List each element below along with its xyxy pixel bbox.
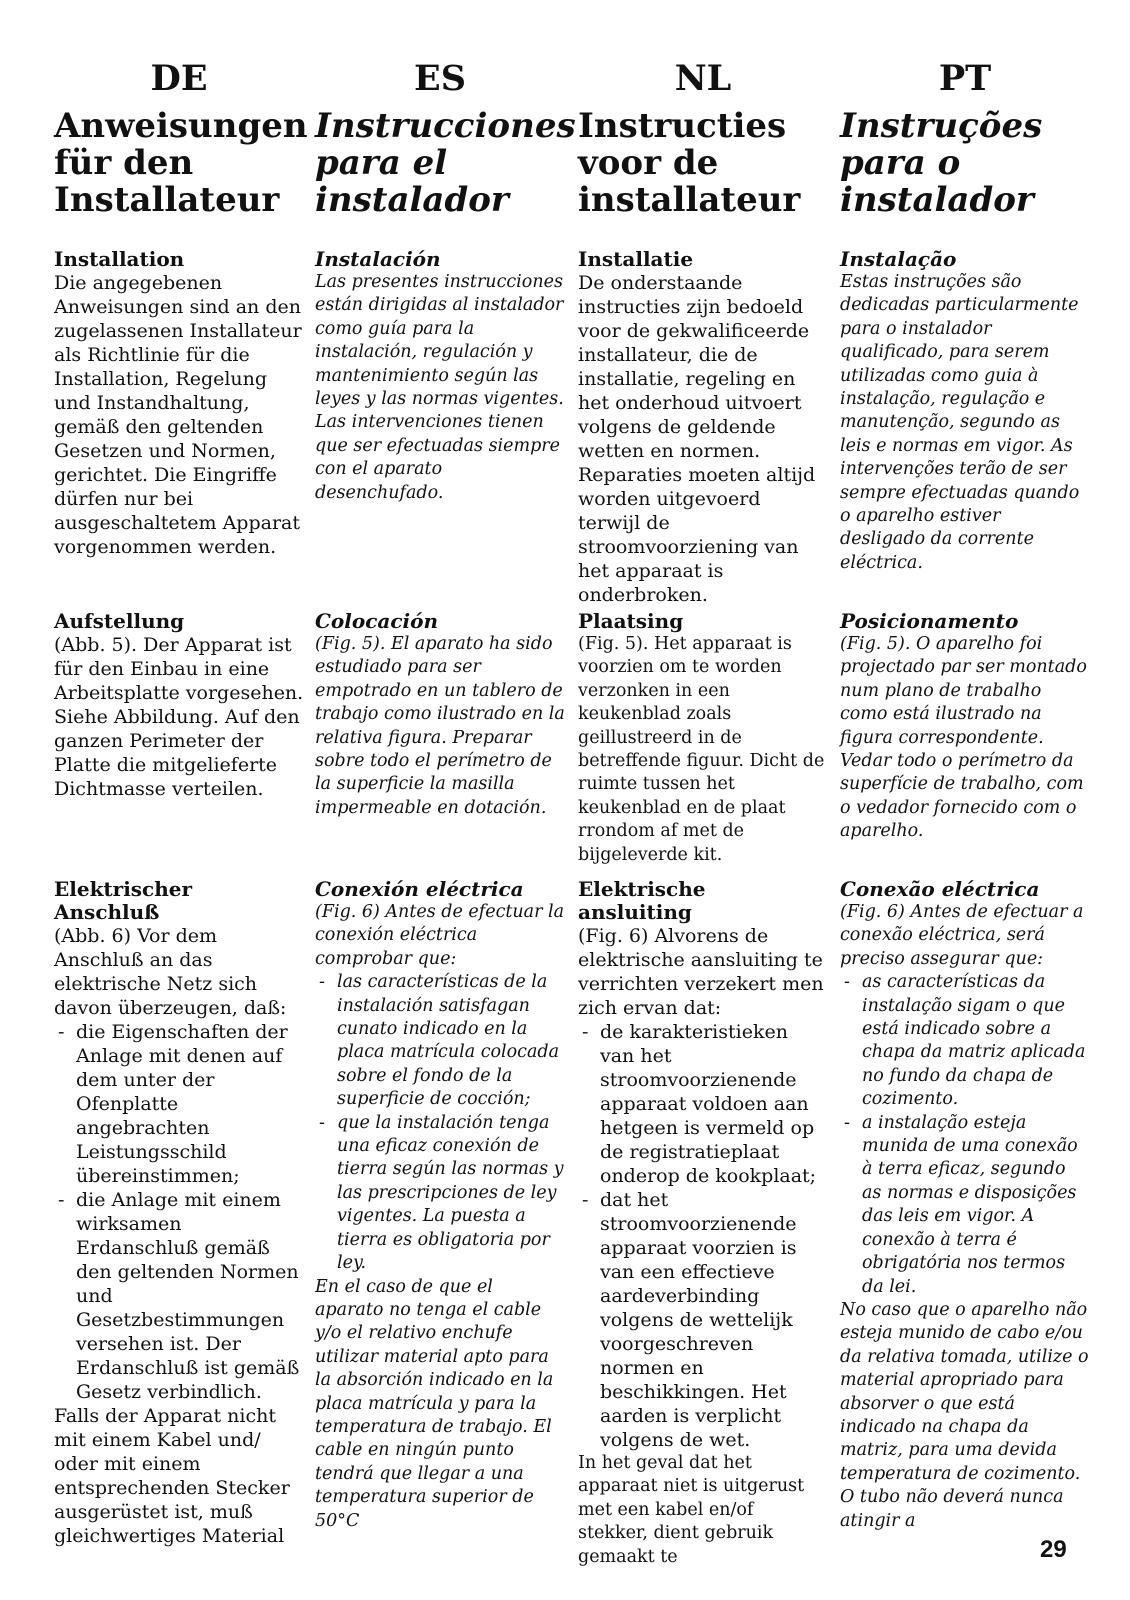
column-pt	[840, 58, 1090, 1531]
column-nl	[578, 58, 828, 1567]
section-heading: Elektrischer Anschluß	[54, 877, 193, 924]
section-installation	[578, 248, 828, 607]
language-code: PT	[938, 58, 992, 99]
list-item: - as características da instalação sigam o que está indicado sobre a chapa da matriz aplicada no fundo da chapa de cozimento.	[840, 971, 1090, 1111]
section-text: Estas instruções são dedicadas particularmente para o instalador qualificado, para serem utilizadas como guia à instalação, regulação e manutenção, segundo as leis e normas em vigor. As intervenções terão de ser sempre efectuadas quando o aparelho estiver desligado da corrente eléctrica.	[840, 272, 1080, 573]
language-code: DE	[150, 58, 208, 99]
list-item: - de karakteristieken van het stroomvoorzienende apparaat voldoen aan hetgeen is vermeld op de registratieplaat onderop de kookplaat;	[578, 1020, 828, 1188]
section-text: (Abb. 5). Der Apparat ist für den Einbau in eine Arbeitsplatte vorgesehen. Siehe Abbildung. Auf den ganzen Perimeter der Platte die mitgelieferte Dichtmasse verteilen.	[54, 634, 304, 800]
section-text: Die angegebenen Anweisungen sind an den zugelassenen Installateur als Richtlinie für die Installation, Regelung und Instandhaltung, gemäß den geltenden Gesetzen und Normen, gerichtet. Die Eingriffe dürfen nur bei ausgeschaltetem Apparat vorgenommen werden.	[54, 272, 302, 558]
section-heading: Plaatsing	[578, 609, 684, 633]
section-electrical	[315, 878, 565, 1533]
section-text: (Fig. 5). El aparato ha sido estudiado para ser empotrado en un tablero de trabajo como ilustrado en la relativa figura. Preparar sobre todo el perímetro de la superficie la masilla impermeable en dotación.	[315, 634, 565, 818]
section-heading: Posicionamento	[840, 609, 1019, 633]
requirement-list	[315, 971, 565, 1275]
section-text: De onderstaande instructies zijn bedoeld voor de gekwalificeerde installateur, die de installatie, regeling en het onderhoud uitvoert volgens de geldende wetten en normen. Reparaties moeten altijd worden uitgevoerd terwijl de stroomvoorziening van het apparaat is onderbroken.	[578, 272, 816, 606]
list-item: - die Eigenschaften der Anlage mit denen auf dem unter der Ofenplatte angebrachten Leistungsschild übereinstimmen;	[54, 1020, 304, 1188]
section-heading: Installation	[54, 247, 185, 271]
list-item: - die Anlage mit einem wirksamen Erdanschluß gemäß den geltenden Normen und Gesetzbestimmungen versehen ist. Der Erdanschluß ist gemäß Gesetz verbindlich.	[54, 1188, 304, 1404]
section-installation	[54, 248, 304, 559]
section-heading: Conexão eléctrica	[840, 877, 1040, 901]
section-text: (Fig. 6) Antes de efectuar a conexão eléctrica, será preciso assegurar que:	[840, 902, 1084, 969]
column-title: Instruções para o instalador	[840, 106, 1043, 220]
section-text: (Fig. 5). Het apparaat is voorzien om te worden verzonken in een keukenblad zoals geillustreerd in de betreffende figuur. Dicht de ruimte tussen het keukenblad en de plaat rrondom af met de bijgeleverde kit.	[578, 634, 825, 865]
column-de	[54, 58, 308, 1547]
language-code: NL	[674, 58, 732, 99]
section-heading: Instalación	[315, 247, 441, 271]
list-item: - dat het stroomvoorzienende apparaat voorzien is van een effectieve aardeverbinding volgens de wettelijk voorgeschreven normen en beschikkingen. Het aarden is verplicht volgens de wet.	[578, 1188, 828, 1452]
section-text-continued: En el caso de que el aparato no tenga el cable y/o el relativo enchufe utilizar material apto para la absorción indicado en la placa matrícula y para la temperatura de trabajo. El cable en ningún punto tendrá que llegar a una temperatura superior de 50°C	[315, 1276, 554, 1531]
language-code: ES	[414, 58, 466, 99]
requirement-list	[54, 1020, 304, 1404]
section-electrical	[54, 878, 304, 1548]
column-title: Anweisungen für den Installateur	[54, 106, 308, 220]
section-heading: Colocación	[315, 609, 438, 633]
section-text: (Fig. 6) Alvorens de elektrische aansluiting te verrichten verzekert men zich ervan dat:	[578, 925, 824, 1019]
section-text: (Fig. 6) Antes de efectuar la conexión eléctrica comprobar que:	[315, 902, 565, 969]
section-heading: Instalação	[840, 247, 957, 271]
section-placement	[315, 610, 565, 820]
section-electrical	[840, 878, 1090, 1533]
section-text-continued: In het geval dat het apparaat niet is uitgerust met een kabel en/of stekker, dient gebruik gemaakt te	[578, 1453, 805, 1567]
section-text-continued: Falls der Apparat nicht mit einem Kabel und/ oder mit einem entsprechenden Stecker ausgerüstet ist, muß gleichwertiges Material	[54, 1405, 290, 1547]
section-text: (Abb. 6) Vor dem Anschluß an das elektrische Netz sich davon überzeugen, daß:	[54, 925, 287, 1019]
page-number: 29	[1040, 1536, 1067, 1563]
section-heading: Installatie	[578, 247, 694, 271]
requirement-list	[578, 1020, 828, 1452]
section-placement	[578, 610, 828, 867]
column-title: Instrucciones para el instalador	[315, 106, 576, 220]
section-installation	[315, 248, 565, 505]
requirement-list	[840, 971, 1090, 1299]
section-installation	[840, 248, 1090, 575]
section-heading: Conexión eléctrica	[315, 877, 524, 901]
section-placement	[840, 610, 1090, 844]
list-item: - a instalação esteja munida de uma conexão à terra eficaz, segundo as normas e disposições das leis em vigor. A conexão à terra é obrigatória nos termos da lei.	[840, 1112, 1090, 1299]
list-item: - que la instalación tenga una eficaz conexión de tierra según las normas y las prescripciones de ley vigentes. La puesta a tierra es obligatoria por ley.	[315, 1112, 565, 1276]
section-electrical	[578, 878, 828, 1569]
section-text: Las presentes instrucciones están dirigidas al instalador como guía para la instalación, regulación y mantenimiento según las leyes y las normas vigentes. Las intervenciones tienen que ser efectuadas siempre con el aparato desenchufado.	[315, 272, 564, 503]
column-title: Instructies voor de installateur	[578, 106, 801, 220]
section-text: (Fig. 5). O aparelho foi projectado par ser montado num plano de trabalho como está ilustrado na figura correspondente. Vedar todo o perímetro da superfície de trabalho, com o vedador fornecido com o aparelho.	[840, 634, 1087, 842]
section-placement	[54, 610, 304, 801]
column-es	[315, 58, 576, 1531]
list-item: - las características de la instalación satisfagan cunato indicado en la placa matrícula colocada sobre el fondo de la superficie de cocción;	[315, 971, 565, 1111]
section-heading: Elektrische ansluiting	[578, 877, 706, 924]
section-text-continued: No caso que o aparelho não esteja munido de cabo e/ou da relativa tomada, utilize o material apropriado para absorver o que está indicado na chapa da matriz, para uma devida temperatura de cozimento. O tubo não deverá nunca atingir a	[840, 1299, 1089, 1531]
section-heading: Aufstellung	[54, 609, 185, 633]
